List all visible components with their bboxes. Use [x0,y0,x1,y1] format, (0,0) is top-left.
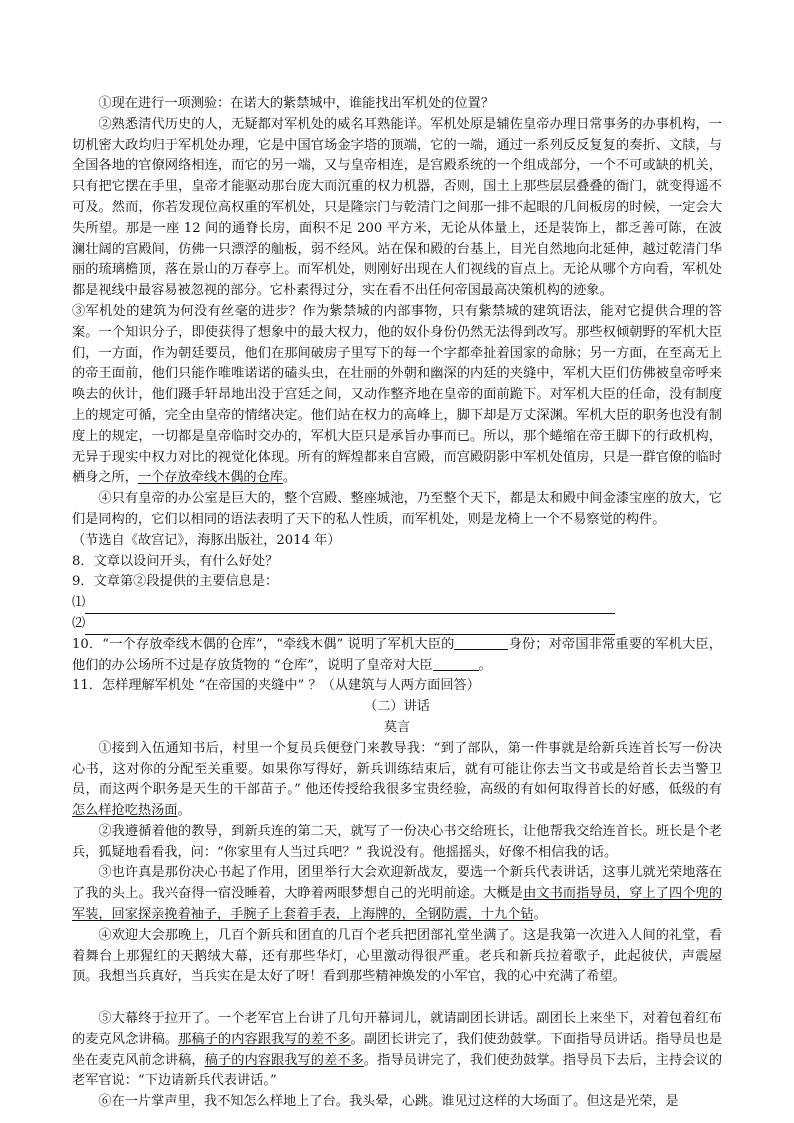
passage2-para5 [72,1009,722,1092]
passage2-para2: ②我遵循着他的教导，到新兵连的第二天，就写了一份决心书交给班长，让他帮我交给连首长。班长是个老兵，狐疑地看看我，问：“你家里有人当过兵吧？” 我说没有。他摇摇头，好像不相信我的话。 [72,823,722,860]
passage2-para3-end: 。 [533,907,547,923]
answer-1-line[interactable] [85,598,615,614]
passage2-para1 [72,739,722,822]
puppet-warehouse-underline: 一个存放牵线木偶的仓库 [137,470,283,486]
passage2-author: 莫言 [383,719,411,735]
passage1-para3-end: 。 [283,470,297,486]
passage2-para1-end: 。 [177,803,191,819]
same-content-underline-2: 稿子的内容跟我写的差不多 [204,1052,364,1068]
dream-future-underline: 由文书而指导员，穿上了四个兜的军装，回家探亲挽着袖子，手腕子上套着手表，上海牌的，全钢防震，十九个钻 [72,886,723,923]
same-content-underline-1: 那稿子的内容跟我写的差不多 [178,1031,351,1047]
question-10 [72,635,722,677]
passage2-title: （二）讲话 [364,699,430,715]
question-11: 11．怎样理解军机处 “在帝国的夹缝中” ？（从建筑与人两方面回答） [72,678,480,694]
question-9-answer-1 [72,593,722,614]
answer-2-number: ⑵ [72,615,86,631]
paragraph-gap [72,988,722,1009]
passage2-para5-text-b: 。副团长讲完了，我们使劲鼓掌。下面指导员讲话。指导员也是坐在麦克风前念讲稿， [72,1031,723,1068]
passage1-para4: ④只有皇帝的办公室是巨大的，整个宫殿、整座城池，乃至整个天下，都是太和殿中间金漆宝座的放大，它们是同构的，它们以相同的语法表明了天下的私人性质，而军机处，则是龙椅上一个不易察觉的构件。 [72,491,722,527]
passage2-para5-text-a: ⑤大幕终于拉开了。一个老军官上台讲了几句开幕词儿，就请副团长讲话。副团长上来坐下，对着包着红布的麦克风念讲稿。 [72,1011,722,1047]
passage1-para2: ②熟悉清代历史的人，无疑都对军机处的威名耳熟能详。军机处原是辅佐皇帝办理日常事务的办事机构，一切机密大政均归于军机处办理，它是中国官场金字塔的顶端，它的一端，通过一系列反反复复的奏折、文牍，与全国各地的官僚网络相连，而它的另一端，又与皇帝相连，是宫殿系统的一个组成部分，一个不可或缺的机关，只有把它摆在手里，皇帝才能驱动那台庞大而沉重的权力机器，否则，国土上那些层层叠叠的衙门，就变得遥不可及。然而，你若发现位高权重的军机处，只是隆宗门与乾清门之间那一排不起眼的几间板房的时候，一定会大失所望。那是一座 12 间的通脊长房，面积不足 200 平方米，无论从体量上，还是装饰上，都乏善可陈，在波澜壮阔的宫殿间，仿佛一只漂浮的舢板，弱不经风。站在保和殿的台基上，目光自然地向北延伸，越过乾清门华丽的琉璃檐顶，落在景山的万春亭上。而军机处，则刚好出现在人们视线的盲点上。无论从哪个方向看，军机处都是视线中最容易被忽视的部分。它朴素得过分，实在看不出任何帝国最高决策机构的迹象。 [72,116,722,299]
hot-noodles-underline: 怎么样抢吃热汤面 [72,803,178,819]
passage2-para6: ⑥在一片掌声里，我不知怎么样地上了台。我头晕，心跳。谁见过这样的大场面了。但这是光荣，是 [98,1094,679,1110]
question-10-part-b: 身份；对帝国非常重要的军机大臣，他们的办公场所不过是存放货物的 “仓库”，说明了皇帝对大臣 [72,636,722,673]
passage2-para4: ④欢迎大会那晚上，几百个新兵和团直的几百个老兵把团部礼堂坐满了。这是我第一次进入人间的礼堂，看着舞台上那猩红的天鹅绒大幕，还有那些华灯，心里激动得很严重。老兵和新兵拉着歌子，此起彼伏，声震屋顶。我想当兵真好，当兵实在是太好了呀！看到那些精神焕发的小军官，我的心中充满了希望。 [72,927,722,985]
exam-page [72,94,722,1113]
question-8: 8．文章以设问开头，有什么好处？ [72,553,279,569]
question-9-answer-2 [72,614,722,635]
passage1-source: （节选自《故宫记》，海豚出版社，2014 年） [72,532,341,548]
answer-2-line[interactable] [85,619,615,635]
passage2-para5-text-c: 。指导员讲完了，我们使劲鼓掌。指导员下去后，主持会议的老军官说：“下边请新兵代表讲话。” [72,1052,723,1089]
passage2-para3-text: ③也许真是那份决心书起了作用，团里举行大会欢迎新战友，要选一个新兵代表讲话，这事儿就光荣地落在了我的头上。我兴奋得一宿没睡着，大睁着两眼梦想自己的光明前途。大概是 [72,865,722,902]
question-9: 9．文章第②段提供的主要信息是： [72,574,279,590]
passage1-para3 [72,302,722,489]
passage2-para1-text: ①接到入伍通知书后，村里一个复员兵便登门来教导我：“到了部队，第一件事就是给新兵连首长写一份决心书，这对你的分配至关重要。如果你写得好，新兵训练结束后，就有可能让你去当文书或是给首长去当警卫员，而这两个职务是天生的干部苗子。” 他还传授给我很多宝贵经验，高级的有如何取得首长的好感，低级的有 [72,740,722,798]
answer-1-number: ⑴ [72,595,86,611]
question-10-blank-2[interactable] [433,656,479,671]
passage1-para3-text: ③军机处的建筑为何没有丝毫的进步？作为紫禁城的内部事物，只有紫禁城的建筑语法，能对它提供合理的答案。一个知识分子，即使获得了想象中的最大权力，他的奴仆身份仍然无法得到改写。那些权倾朝野的军机大臣们，一方面，作为朝廷要员，他们在那间破房子里写下的每一个字都牵扯着国家的命脉；另一方面，在至高无上的帝王面前，他们只能作唯唯诺诺的磕头虫，在壮丽的外朝和幽深的内廷的夹缝中，军机大臣们仿佛被皇帝呼来唤去的伙计，他们蹑手轩昂地出没于宫廷之间，又动作整齐地在皇帝的面前跪下。对军机大臣的任命，没有制度上的规定可循，完全由皇帝的情绪决定。他们站在权力的高峰上，脚下却是万丈深渊。军机大臣的职务也没有制度上的规定，一切都是皇帝临时交办的，军机大臣只是承旨办事而已。所以，那个蜷缩在帝王脚下的行政机构，无异于现实中权力对比的视觉化体现。所有的辉煌都来自宫殿，而宫殿阴影中军机处值房，只是一群官僚的临时栖身之所， [72,303,722,486]
question-10-part-a: 10．“一个存放牵线木偶的仓库”，“牵线木偶” 说明了军机大臣的 [72,636,455,652]
passage2-para3 [72,863,722,925]
question-10-blank-1[interactable] [454,635,508,650]
question-10-part-c: 。 [478,657,492,673]
passage1-para1: ①现在进行一项测验：在诺大的紫禁城中，谁能找出军机处的位置？ [98,96,495,111]
